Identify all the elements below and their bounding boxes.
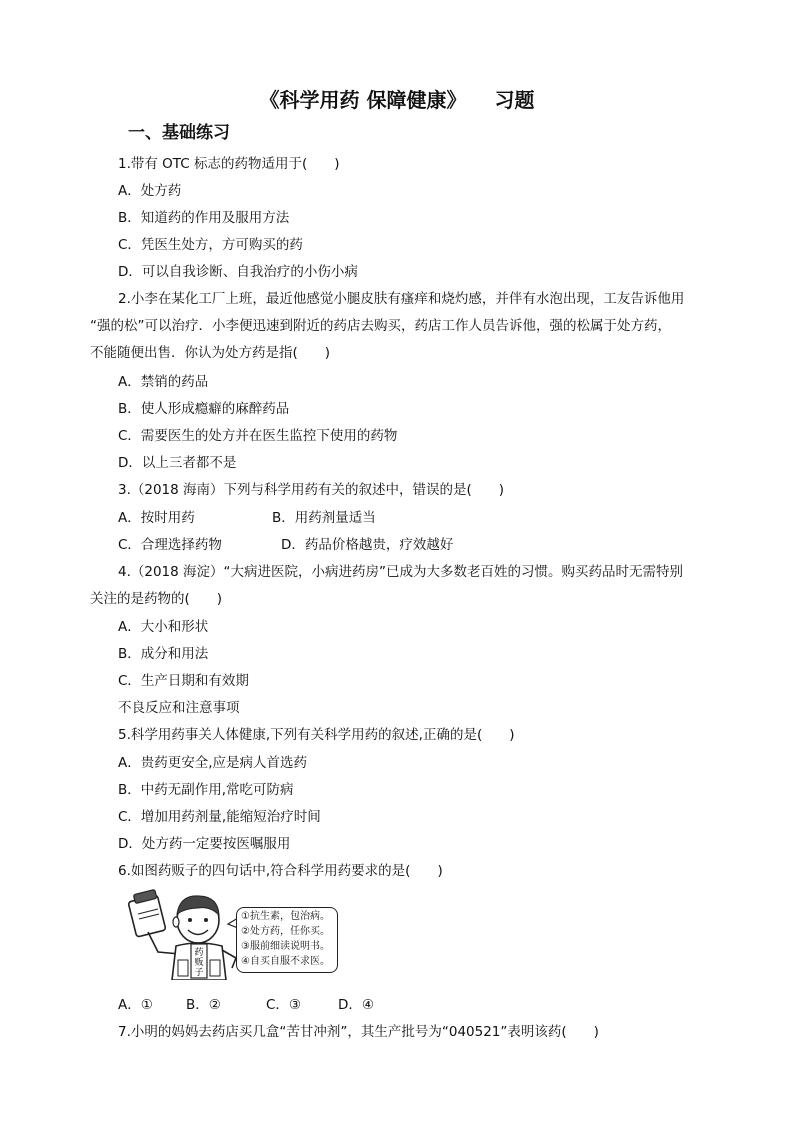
question-2-option-c: C．需要医生的处方并在医生监控下使用的药物: [118, 428, 398, 444]
title-main: 《科学用药 保障健康》: [259, 88, 467, 112]
badge-char-1: 药: [194, 948, 204, 958]
badge-char-2: 贩: [194, 958, 204, 968]
question-1-option-b: B．知道药的作用及服用方法: [118, 210, 290, 226]
bubble-line-3: ③服前细读说明书。: [241, 941, 330, 952]
question-4-stem-line-1: 4.（2018 海淀）“大病进医院，小病进药房”已成为大多数老百姓的习惯。购买药品时无需特别: [118, 564, 684, 580]
question-1-option-a: A．处方药: [118, 183, 182, 199]
question-4-option-a: A．大小和形状: [118, 619, 209, 635]
question-2-option-b: B．使人形成瘾癖的麻醉药品: [118, 401, 290, 417]
question-1-stem: 1.带有 OTC 标志的药物适用于( ): [118, 156, 340, 172]
question-6-option-c: C．③: [266, 997, 302, 1013]
title-suffix: 习题: [494, 88, 535, 112]
question-6-stem: 6.如图药贩子的四句话中,符合科学用药要求的是( ): [118, 863, 443, 879]
speech-bubble: [236, 907, 338, 973]
question-3-option-c: C．合理选择药物: [118, 537, 222, 553]
question-2-option-d: D．以上三者都不是: [118, 455, 237, 471]
badge-char-3: 子: [194, 968, 204, 978]
question-1-option-c: C．凭医生处方，方可购买的药: [118, 237, 303, 253]
question-5-option-c: C．增加用药剂量,能缩短治疗时间: [118, 809, 321, 825]
question-3-stem: 3.（2018 海南）下列与科学用药有关的叙述中，错误的是( ): [118, 482, 505, 498]
question-3-option-a: A．按时用药: [118, 510, 195, 526]
bubble-line-2: ②处方药，任你买。: [241, 926, 330, 937]
bubble-line-4: ④自买自服不求医。: [241, 956, 330, 967]
question-3-option-d: D．药品价格越贵，疗效越好: [281, 537, 454, 553]
question-6-options: [118, 996, 374, 1014]
question-5-stem: 5.科学用药事关人体健康,下列有关科学用药的叙述,正确的是( ): [118, 727, 515, 743]
section-heading: 一、基础练习: [128, 123, 230, 143]
question-6-option-d: D．④: [338, 997, 374, 1013]
question-2-stem-line-1: 2.小李在某化工厂上班，最近他感觉小腿皮肤有瘙痒和烧灼感，并伴有水泡出现，工友告诉他用: [118, 291, 685, 307]
question-2-option-a: A．禁销的药品: [118, 374, 209, 390]
medicine-bottle-icon: [128, 889, 166, 937]
question-1-option-d: D．可以自我诊断、自我治疗的小伤小病: [118, 264, 358, 280]
question-5-option-d: D．处方药一定要按医嘱服用: [118, 836, 291, 852]
peddler-face-icon: [173, 896, 219, 943]
question-6-option-b: B．②: [186, 997, 221, 1013]
question-5-option-b: B．中药无副作用,常吃可防病: [118, 782, 294, 798]
question-7-stem: 7.小明的妈妈去药店买几盒“苦甘冲剂”，其生产批号为“040521”表明该药( ): [118, 1024, 599, 1040]
question-5-option-a: A．贵药更安全,应是病人首选药: [118, 755, 308, 771]
bubble-line-1: ①抗生素，包治病。: [241, 911, 330, 922]
question-2-stem-line-2: “强的松”可以治疗．小李便迅速到附近的药店去购买，药店工作人员告诉他，强的松属于处方药，: [90, 318, 671, 334]
question-4-stem-line-2: 关注的是药物的( ): [90, 591, 223, 607]
question-2-stem-line-3: 不能随便出售．你认为处方药是指( ): [90, 345, 331, 361]
question-4-option-b: B．成分和用法: [118, 646, 209, 662]
question-6-option-a: A．①: [118, 997, 153, 1013]
question-4-option-c: C．生产日期和有效期: [118, 673, 249, 689]
question-4-option-d: 不良反应和注意事项: [118, 700, 240, 716]
page-title: [0, 84, 794, 113]
question-3-option-b: B．用药剂量适当: [272, 510, 376, 526]
